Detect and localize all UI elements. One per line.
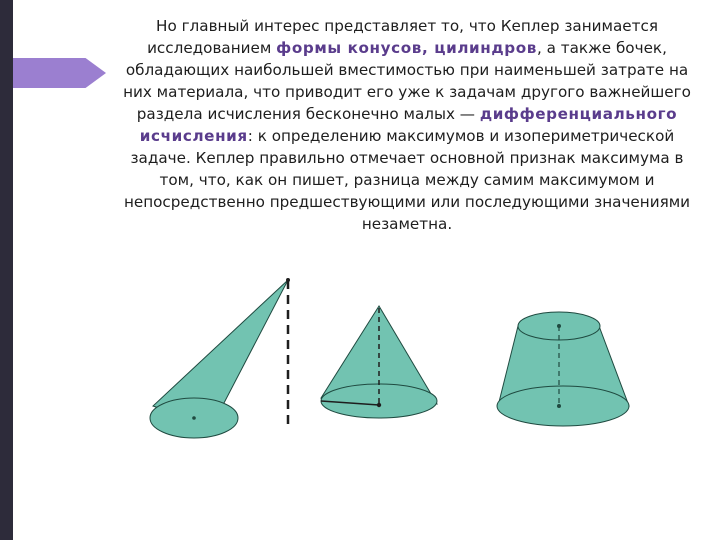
oblique-cone (150, 278, 290, 438)
keyword-shapes: формы конусов, цилиндров (276, 39, 537, 57)
text-part-3: : к определению максимумов и изопериметрической задаче. Кеплер правильно отмечает основной признак максимума в том, что, как он пишет, разница между самим максимумом и непосредственно предшествующими или последующими значениями незаметна. (123, 127, 691, 233)
right-cone (321, 306, 437, 418)
truncated-cone (497, 312, 629, 426)
text-part-2: , а также бочек, обладающих наибольшей вместимостью при наименьшей затрате на них материала, что приводит его уже к задачам другого важнейшего раздела исчисления бесконечно малых — (123, 39, 691, 123)
text-part-1: Но главный интерес представляет то, что Кеплер занимается исследованием (147, 17, 658, 57)
keyword-differential-calculus: дифференциального исчисления (139, 105, 678, 145)
